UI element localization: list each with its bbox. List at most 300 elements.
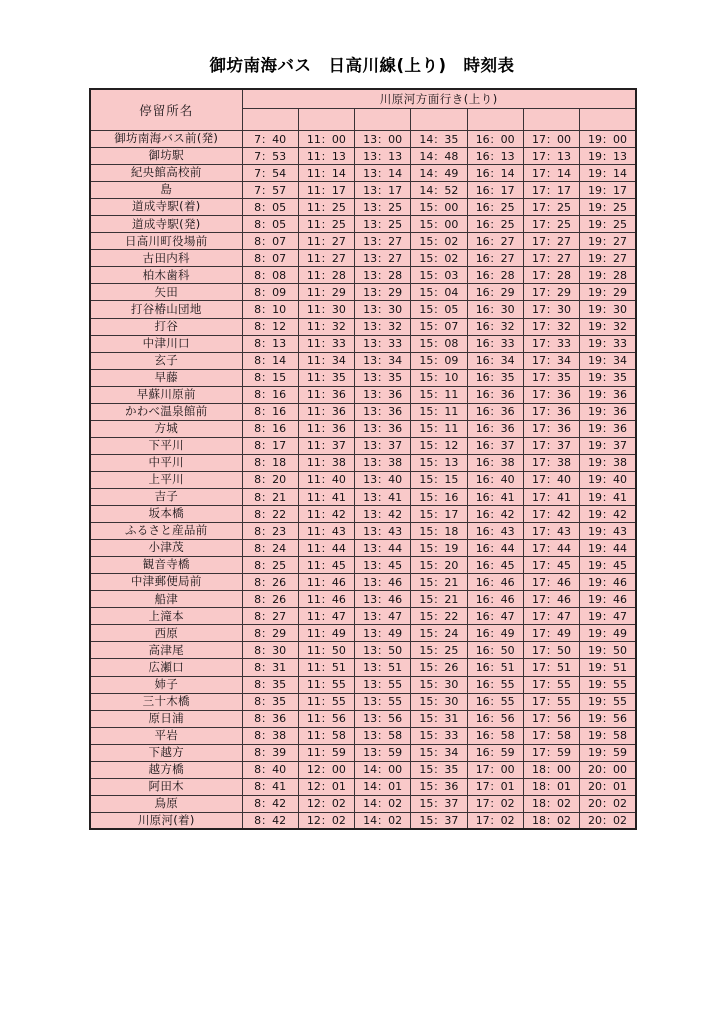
sub-header-cell: [467, 109, 523, 131]
stop-name-cell: 早蘇川原前: [90, 386, 242, 403]
table-header: [90, 89, 636, 131]
stop-name-cell: 川原河(着): [90, 812, 242, 829]
departure-time-cell: 16：36: [467, 403, 523, 420]
departure-time-cell: 16：14: [467, 165, 523, 182]
departure-time-cell: 15：11: [411, 403, 467, 420]
column-header-stop-name: 停留所名: [90, 89, 242, 131]
sub-header-cell: [242, 109, 298, 131]
departure-time-cell: 17：01: [467, 778, 523, 795]
table-row: [90, 148, 636, 165]
departure-time-cell: 17：13: [523, 148, 579, 165]
stop-name-cell: ふるさと産品前: [90, 523, 242, 540]
table-row: [90, 574, 636, 591]
table-row: [90, 216, 636, 233]
departure-time-cell: 15：37: [411, 812, 467, 829]
sub-header-cell: [411, 109, 467, 131]
departure-time-cell: 13：34: [355, 352, 411, 369]
header-row-direction: [90, 89, 636, 109]
departure-time-cell: 14：00: [355, 761, 411, 778]
departure-time-cell: 11：43: [298, 523, 354, 540]
stop-name-cell: 高津尾: [90, 642, 242, 659]
departure-time-cell: 15：02: [411, 233, 467, 250]
departure-time-cell: 13：13: [355, 148, 411, 165]
table-row: [90, 403, 636, 420]
departure-time-cell: 17：51: [523, 659, 579, 676]
departure-time-cell: 8：30: [242, 642, 298, 659]
departure-time-cell: 17：46: [523, 574, 579, 591]
departure-time-cell: 19：13: [580, 148, 636, 165]
departure-time-cell: 8：39: [242, 744, 298, 761]
table-row: [90, 812, 636, 829]
departure-time-cell: 13：42: [355, 506, 411, 523]
departure-time-cell: 16：45: [467, 557, 523, 574]
column-header-direction: 川原河方面行き(上り): [242, 89, 636, 109]
table-row: [90, 131, 636, 148]
stop-name-cell: 柏木歯科: [90, 267, 242, 284]
departure-time-cell: 13：25: [355, 199, 411, 216]
stop-name-cell: 坂本橋: [90, 506, 242, 523]
stop-name-cell: かわべ温泉館前: [90, 403, 242, 420]
departure-time-cell: 8：16: [242, 386, 298, 403]
departure-time-cell: 11：59: [298, 744, 354, 761]
departure-time-cell: 8：05: [242, 216, 298, 233]
departure-time-cell: 16：59: [467, 744, 523, 761]
departure-time-cell: 13：36: [355, 420, 411, 437]
departure-time-cell: 17：35: [523, 369, 579, 386]
departure-time-cell: 16：47: [467, 608, 523, 625]
departure-time-cell: 19：59: [580, 744, 636, 761]
departure-time-cell: 8：07: [242, 250, 298, 267]
stop-name-cell: 玄子: [90, 352, 242, 369]
departure-time-cell: 8：12: [242, 318, 298, 335]
departure-time-cell: 15：08: [411, 335, 467, 352]
departure-time-cell: 13：41: [355, 488, 411, 505]
table-row: [90, 727, 636, 744]
departure-time-cell: 11：50: [298, 642, 354, 659]
departure-time-cell: 8：36: [242, 710, 298, 727]
table-row: [90, 761, 636, 778]
departure-time-cell: 11：27: [298, 250, 354, 267]
departure-time-cell: 13：27: [355, 233, 411, 250]
departure-time-cell: 17：55: [523, 693, 579, 710]
departure-time-cell: 17：49: [523, 625, 579, 642]
departure-time-cell: 17：43: [523, 523, 579, 540]
stop-name-cell: 越方橋: [90, 761, 242, 778]
departure-time-cell: 8：14: [242, 352, 298, 369]
departure-time-cell: 13：56: [355, 710, 411, 727]
table-row: [90, 625, 636, 642]
table-row: [90, 795, 636, 812]
table-row: [90, 420, 636, 437]
departure-time-cell: 19：47: [580, 608, 636, 625]
departure-time-cell: 15：13: [411, 454, 467, 471]
departure-time-cell: 15：00: [411, 199, 467, 216]
table-row: [90, 557, 636, 574]
table-row: [90, 165, 636, 182]
departure-time-cell: 11：56: [298, 710, 354, 727]
departure-time-cell: 8：31: [242, 659, 298, 676]
departure-time-cell: 17：30: [523, 301, 579, 318]
stop-name-cell: 姉子: [90, 676, 242, 693]
departure-time-cell: 19：00: [580, 131, 636, 148]
departure-time-cell: 15：10: [411, 369, 467, 386]
departure-time-cell: 13：28: [355, 267, 411, 284]
departure-time-cell: 19：51: [580, 659, 636, 676]
departure-time-cell: 11：25: [298, 199, 354, 216]
stop-name-cell: 阿田木: [90, 778, 242, 795]
departure-time-cell: 12：02: [298, 812, 354, 829]
stop-name-cell: 吉子: [90, 488, 242, 505]
departure-time-cell: 13：38: [355, 454, 411, 471]
departure-time-cell: 13：30: [355, 301, 411, 318]
table-row: [90, 676, 636, 693]
departure-time-cell: 8：09: [242, 284, 298, 301]
stop-name-cell: 御坊駅: [90, 148, 242, 165]
stop-name-cell: 打谷椿山団地: [90, 301, 242, 318]
departure-time-cell: 16：25: [467, 199, 523, 216]
departure-time-cell: 17：17: [523, 182, 579, 199]
departure-time-cell: 20：01: [580, 778, 636, 795]
departure-time-cell: 18：01: [523, 778, 579, 795]
departure-time-cell: 20：00: [580, 761, 636, 778]
departure-time-cell: 15：11: [411, 386, 467, 403]
departure-time-cell: 15：22: [411, 608, 467, 625]
stop-name-cell: 鳥原: [90, 795, 242, 812]
departure-time-cell: 15：37: [411, 795, 467, 812]
departure-time-cell: 16：56: [467, 710, 523, 727]
stop-name-cell: 三十木橋: [90, 693, 242, 710]
table-row: [90, 301, 636, 318]
departure-time-cell: 16：17: [467, 182, 523, 199]
departure-time-cell: 11：37: [298, 437, 354, 454]
departure-time-cell: 16：44: [467, 540, 523, 557]
departure-time-cell: 13：40: [355, 471, 411, 488]
page-title: 御坊南海バス 日高川線(上り) 時刻表: [209, 56, 515, 75]
departure-time-cell: 19：25: [580, 199, 636, 216]
departure-time-cell: 7：57: [242, 182, 298, 199]
departure-time-cell: 15：21: [411, 591, 467, 608]
departure-time-cell: 15：15: [411, 471, 467, 488]
departure-time-cell: 19：32: [580, 318, 636, 335]
departure-time-cell: 15：25: [411, 642, 467, 659]
stop-name-cell: 道成寺駅(着): [90, 199, 242, 216]
departure-time-cell: 17：50: [523, 642, 579, 659]
departure-time-cell: 19：55: [580, 693, 636, 710]
departure-time-cell: 11：13: [298, 148, 354, 165]
stop-name-cell: 矢田: [90, 284, 242, 301]
stop-name-cell: 日高川町役場前: [90, 233, 242, 250]
departure-time-cell: 19：35: [580, 369, 636, 386]
departure-time-cell: 11：35: [298, 369, 354, 386]
departure-time-cell: 13：29: [355, 284, 411, 301]
departure-time-cell: 16：13: [467, 148, 523, 165]
departure-time-cell: 15：36: [411, 778, 467, 795]
departure-time-cell: 16：40: [467, 471, 523, 488]
departure-time-cell: 8：13: [242, 335, 298, 352]
departure-time-cell: 16：25: [467, 216, 523, 233]
departure-time-cell: 16：27: [467, 250, 523, 267]
stop-name-cell: 打谷: [90, 318, 242, 335]
departure-time-cell: 8：35: [242, 676, 298, 693]
departure-time-cell: 16：28: [467, 267, 523, 284]
departure-time-cell: 13：45: [355, 557, 411, 574]
sub-header-cell: [523, 109, 579, 131]
departure-time-cell: 16：00: [467, 131, 523, 148]
departure-time-cell: 17：42: [523, 506, 579, 523]
departure-time-cell: 16：51: [467, 659, 523, 676]
departure-time-cell: 8：29: [242, 625, 298, 642]
departure-time-cell: 17：32: [523, 318, 579, 335]
departure-time-cell: 19：27: [580, 233, 636, 250]
departure-time-cell: 13：27: [355, 250, 411, 267]
departure-time-cell: 11：45: [298, 557, 354, 574]
departure-time-cell: 16：46: [467, 591, 523, 608]
stop-name-cell: 古田内科: [90, 250, 242, 267]
departure-time-cell: 17：00: [467, 761, 523, 778]
stop-name-cell: 広瀬口: [90, 659, 242, 676]
stop-name-cell: 小津茂: [90, 540, 242, 557]
sub-header-cell: [298, 109, 354, 131]
departure-time-cell: 8：16: [242, 403, 298, 420]
departure-time-cell: 19：34: [580, 352, 636, 369]
departure-time-cell: 13：58: [355, 727, 411, 744]
departure-time-cell: 19：38: [580, 454, 636, 471]
table-row: [90, 471, 636, 488]
departure-time-cell: 16：27: [467, 233, 523, 250]
stop-name-cell: 西原: [90, 625, 242, 642]
departure-time-cell: 11：25: [298, 216, 354, 233]
departure-time-cell: 8：18: [242, 454, 298, 471]
departure-time-cell: 8：42: [242, 795, 298, 812]
departure-time-cell: 17：34: [523, 352, 579, 369]
departure-time-cell: 16：55: [467, 676, 523, 693]
departure-time-cell: 8：35: [242, 693, 298, 710]
departure-time-cell: 15：03: [411, 267, 467, 284]
departure-time-cell: 19：41: [580, 488, 636, 505]
departure-time-cell: 13：37: [355, 437, 411, 454]
departure-time-cell: 13：49: [355, 625, 411, 642]
departure-time-cell: 11：40: [298, 471, 354, 488]
departure-time-cell: 16：49: [467, 625, 523, 642]
departure-time-cell: 17：02: [467, 795, 523, 812]
departure-time-cell: 11：36: [298, 403, 354, 420]
departure-time-cell: 16：33: [467, 335, 523, 352]
table-row: [90, 437, 636, 454]
departure-time-cell: 16：50: [467, 642, 523, 659]
departure-time-cell: 8：24: [242, 540, 298, 557]
stop-name-cell: 紀央館高校前: [90, 165, 242, 182]
departure-time-cell: 14：48: [411, 148, 467, 165]
departure-time-cell: 8：07: [242, 233, 298, 250]
table-row: [90, 693, 636, 710]
departure-time-cell: 13：35: [355, 369, 411, 386]
departure-time-cell: 16：29: [467, 284, 523, 301]
departure-time-cell: 8：38: [242, 727, 298, 744]
departure-time-cell: 14：49: [411, 165, 467, 182]
table-row: [90, 182, 636, 199]
departure-time-cell: 17：25: [523, 216, 579, 233]
table-body: [90, 131, 636, 830]
departure-time-cell: 12：00: [298, 761, 354, 778]
table-row: [90, 710, 636, 727]
stop-name-cell: 下平川: [90, 437, 242, 454]
departure-time-cell: 19：25: [580, 216, 636, 233]
departure-time-cell: 17：33: [523, 335, 579, 352]
stop-name-cell: 御坊南海バス前(発): [90, 131, 242, 148]
departure-time-cell: 16：35: [467, 369, 523, 386]
departure-time-cell: 17：46: [523, 591, 579, 608]
departure-time-cell: 19：27: [580, 250, 636, 267]
table-row: [90, 318, 636, 335]
departure-time-cell: 15：30: [411, 676, 467, 693]
departure-time-cell: 17：27: [523, 250, 579, 267]
departure-time-cell: 15：12: [411, 437, 467, 454]
departure-time-cell: 19：46: [580, 591, 636, 608]
departure-time-cell: 15：24: [411, 625, 467, 642]
departure-time-cell: 13：36: [355, 386, 411, 403]
table-row: [90, 233, 636, 250]
sub-header-cell: [580, 109, 636, 131]
departure-time-cell: 13：17: [355, 182, 411, 199]
stop-name-cell: 方城: [90, 420, 242, 437]
departure-time-cell: 16：34: [467, 352, 523, 369]
departure-time-cell: 16：30: [467, 301, 523, 318]
departure-time-cell: 13：25: [355, 216, 411, 233]
departure-time-cell: 11：55: [298, 693, 354, 710]
departure-time-cell: 17：28: [523, 267, 579, 284]
departure-time-cell: 17：27: [523, 233, 579, 250]
departure-time-cell: 19：29: [580, 284, 636, 301]
departure-time-cell: 11：32: [298, 318, 354, 335]
departure-time-cell: 11：58: [298, 727, 354, 744]
departure-time-cell: 8：23: [242, 523, 298, 540]
departure-time-cell: 19：46: [580, 574, 636, 591]
departure-time-cell: 19：36: [580, 420, 636, 437]
departure-time-cell: 13：47: [355, 608, 411, 625]
departure-time-cell: 19：45: [580, 557, 636, 574]
table-row: [90, 267, 636, 284]
departure-time-cell: 17：44: [523, 540, 579, 557]
departure-time-cell: 11：47: [298, 608, 354, 625]
stop-name-cell: 上滝本: [90, 608, 242, 625]
departure-time-cell: 11：46: [298, 591, 354, 608]
departure-time-cell: 17：36: [523, 403, 579, 420]
departure-time-cell: 16：55: [467, 693, 523, 710]
departure-time-cell: 11：29: [298, 284, 354, 301]
departure-time-cell: 11：33: [298, 335, 354, 352]
table-row: [90, 386, 636, 403]
departure-time-cell: 19：55: [580, 676, 636, 693]
departure-time-cell: 15：33: [411, 727, 467, 744]
departure-time-cell: 13：43: [355, 523, 411, 540]
departure-time-cell: 14：01: [355, 778, 411, 795]
departure-time-cell: 20：02: [580, 812, 636, 829]
departure-time-cell: 17：02: [467, 812, 523, 829]
departure-time-cell: 11：00: [298, 131, 354, 148]
departure-time-cell: 17：40: [523, 471, 579, 488]
table-row: [90, 369, 636, 386]
table-row: [90, 523, 636, 540]
departure-time-cell: 17：37: [523, 437, 579, 454]
departure-time-cell: 11：49: [298, 625, 354, 642]
departure-time-cell: 17：00: [523, 131, 579, 148]
departure-time-cell: 8：15: [242, 369, 298, 386]
departure-time-cell: 17：47: [523, 608, 579, 625]
departure-time-cell: 13：46: [355, 591, 411, 608]
departure-time-cell: 19：42: [580, 506, 636, 523]
departure-time-cell: 13：50: [355, 642, 411, 659]
departure-time-cell: 8：21: [242, 488, 298, 505]
departure-time-cell: 19：49: [580, 625, 636, 642]
departure-time-cell: 20：02: [580, 795, 636, 812]
stop-name-cell: 島: [90, 182, 242, 199]
table-row: [90, 284, 636, 301]
departure-time-cell: 8：10: [242, 301, 298, 318]
departure-time-cell: 8：08: [242, 267, 298, 284]
departure-time-cell: 15：30: [411, 693, 467, 710]
departure-time-cell: 13：59: [355, 744, 411, 761]
departure-time-cell: 17：29: [523, 284, 579, 301]
departure-time-cell: 13：32: [355, 318, 411, 335]
table-row: [90, 506, 636, 523]
departure-time-cell: 15：11: [411, 420, 467, 437]
departure-time-cell: 15：02: [411, 250, 467, 267]
departure-time-cell: 15：19: [411, 540, 467, 557]
departure-time-cell: 8：40: [242, 761, 298, 778]
departure-time-cell: 19：44: [580, 540, 636, 557]
departure-time-cell: 15：05: [411, 301, 467, 318]
departure-time-cell: 13：36: [355, 403, 411, 420]
stop-name-cell: 中平川: [90, 454, 242, 471]
departure-time-cell: 19：58: [580, 727, 636, 744]
departure-time-cell: 17：25: [523, 199, 579, 216]
departure-time-cell: 16：58: [467, 727, 523, 744]
departure-time-cell: 16：37: [467, 437, 523, 454]
stop-name-cell: 中津郵便局前: [90, 574, 242, 591]
stop-name-cell: 原日浦: [90, 710, 242, 727]
departure-time-cell: 19：40: [580, 471, 636, 488]
stop-name-cell: 中津川口: [90, 335, 242, 352]
departure-time-cell: 19：50: [580, 642, 636, 659]
departure-time-cell: 11：30: [298, 301, 354, 318]
departure-time-cell: 13：51: [355, 659, 411, 676]
departure-time-cell: 16：42: [467, 506, 523, 523]
departure-time-cell: 17：36: [523, 386, 579, 403]
departure-time-cell: 15：21: [411, 574, 467, 591]
departure-time-cell: 11：42: [298, 506, 354, 523]
departure-time-cell: 11：17: [298, 182, 354, 199]
departure-time-cell: 11：28: [298, 267, 354, 284]
departure-time-cell: 11：27: [298, 233, 354, 250]
departure-time-cell: 19：36: [580, 386, 636, 403]
departure-time-cell: 19：36: [580, 403, 636, 420]
departure-time-cell: 18：02: [523, 812, 579, 829]
departure-time-cell: 13：55: [355, 693, 411, 710]
stop-name-cell: 早藤: [90, 369, 242, 386]
departure-time-cell: 17：56: [523, 710, 579, 727]
departure-time-cell: 17：36: [523, 420, 579, 437]
departure-time-cell: 17：14: [523, 165, 579, 182]
bus-timetable: [89, 88, 637, 830]
departure-time-cell: 11：38: [298, 454, 354, 471]
departure-time-cell: 14：02: [355, 812, 411, 829]
table-row: [90, 454, 636, 471]
departure-time-cell: 15：09: [411, 352, 467, 369]
departure-time-cell: 11：36: [298, 420, 354, 437]
departure-time-cell: 13：33: [355, 335, 411, 352]
departure-time-cell: 13：00: [355, 131, 411, 148]
departure-time-cell: 14：35: [411, 131, 467, 148]
